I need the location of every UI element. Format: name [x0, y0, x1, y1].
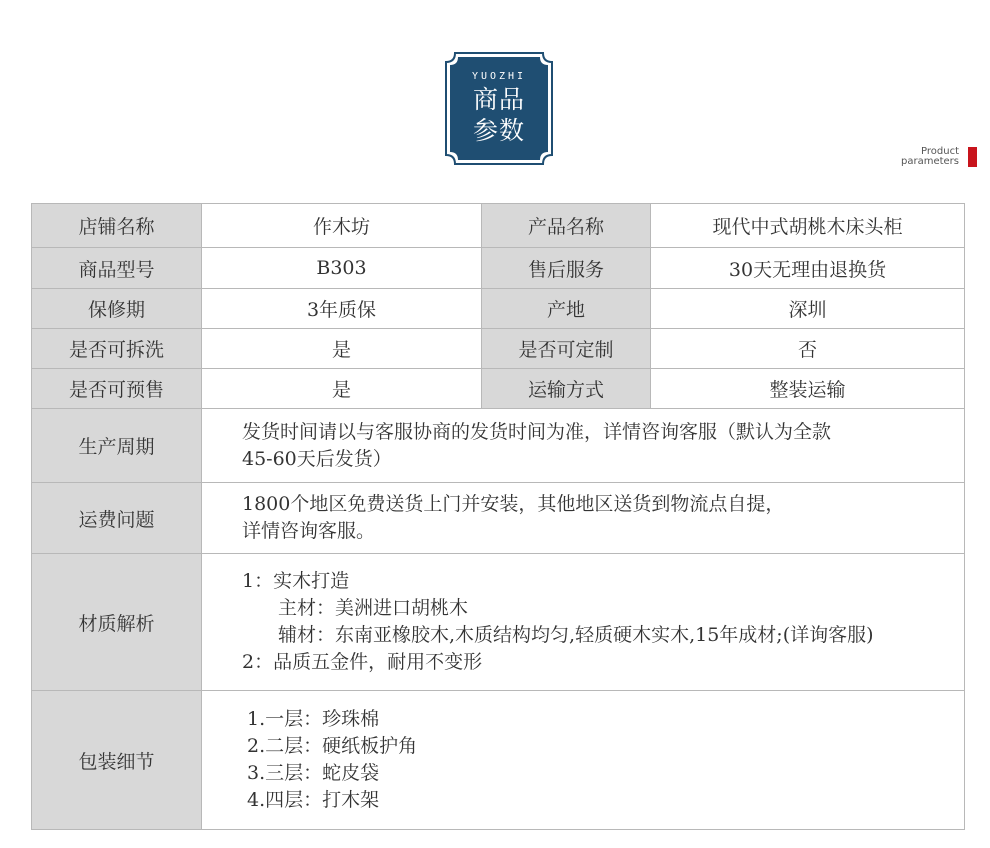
row-value: 深圳 — [651, 289, 965, 329]
row-value: 3年质保 — [202, 289, 482, 329]
row-value: 是 — [202, 369, 482, 409]
text-line: 3.三层：蛇皮袋 — [247, 762, 380, 784]
brand-badge — [443, 50, 555, 167]
product-parameters-table — [31, 203, 965, 830]
badge-brand: YUOZHI — [471, 71, 527, 82]
badge-title-line1: 商品 — [472, 85, 525, 114]
badge-title-line2: 参数 — [472, 116, 525, 145]
row-label: 包装细节 — [32, 691, 202, 830]
row-label: 商品型号 — [32, 248, 202, 289]
row-value: 现代中式胡桃木床头柜 — [651, 204, 965, 248]
text-line: 2.二层：硬纸板护角 — [247, 735, 418, 757]
row-value: B303 — [202, 248, 482, 289]
table-row — [32, 369, 965, 409]
text-line: 4.四层：打木架 — [247, 789, 380, 811]
table-row — [32, 289, 965, 329]
table-row-production — [32, 409, 965, 483]
text-line: 1800个地区免费送货上门并安装，其他地区送货到物流点自提， — [242, 493, 785, 515]
row-label: 材质解析 — [32, 554, 202, 691]
row-label: 运输方式 — [482, 369, 651, 409]
row-label: 是否可预售 — [32, 369, 202, 409]
table-row-packaging — [32, 691, 965, 830]
table-row-material — [32, 554, 965, 691]
table-row — [32, 329, 965, 369]
row-label: 生产周期 — [32, 409, 202, 483]
row-value: 否 — [651, 329, 965, 369]
text-line: 2：品质五金件，耐用不变形 — [242, 651, 483, 673]
text-line: 45-60天后发货） — [242, 447, 392, 470]
text-line: 发货时间请以与客服协商的发货时间为准，详情咨询客服（默认为全款 — [242, 420, 832, 443]
row-value: 整装运输 — [651, 369, 965, 409]
text-line: 1：实木打造 — [242, 570, 350, 592]
param-label-line2: parameters — [900, 156, 959, 167]
shipping-text — [202, 483, 965, 554]
text-line: 辅材：东南亚橡胶木,木质结构均匀,轻质硬木实木,15年成材;(详询客服) — [278, 624, 874, 646]
param-label-line1: Product — [921, 146, 959, 157]
row-value: 是 — [202, 329, 482, 369]
row-value: 30天无理由退换货 — [651, 248, 965, 289]
row-label: 售后服务 — [482, 248, 651, 289]
row-label: 产品名称 — [482, 204, 651, 248]
table-row-shipping — [32, 483, 965, 554]
text-line: 主材：美洲进口胡桃木 — [278, 597, 469, 619]
row-label: 店铺名称 — [32, 204, 202, 248]
material-text — [202, 554, 965, 691]
packaging-text — [202, 691, 965, 830]
text-line: 详情咨询客服。 — [242, 520, 376, 542]
row-label: 产地 — [482, 289, 651, 329]
text-line: 1.一层：珍珠棉 — [247, 708, 380, 730]
row-value: 作木坊 — [202, 204, 482, 248]
product-parameters-label — [901, 147, 959, 167]
production-cycle-text — [202, 409, 965, 483]
row-label: 运费问题 — [32, 483, 202, 554]
table-row — [32, 248, 965, 289]
accent-bar — [968, 147, 977, 167]
table-row — [32, 204, 965, 248]
row-label: 是否可定制 — [482, 329, 651, 369]
row-label: 是否可拆洗 — [32, 329, 202, 369]
row-label: 保修期 — [32, 289, 202, 329]
